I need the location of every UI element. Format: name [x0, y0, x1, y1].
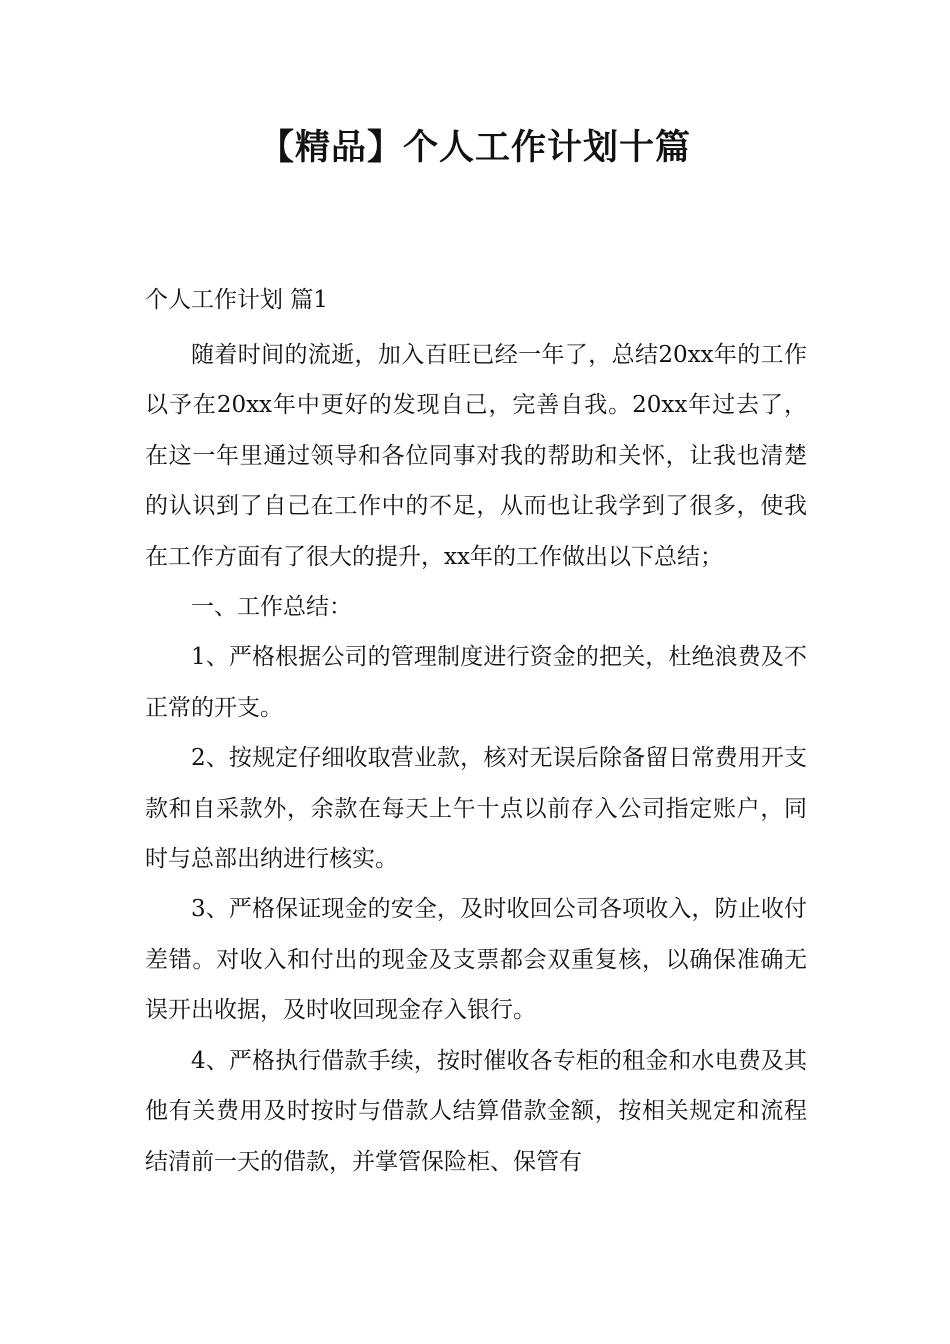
paragraph-item-3: 3、严格保证现金的安全，及时收回公司各项收入，防止收付差错。对收入和付出的现金及支票都会双重复核，以确保准确无误开出收据，及时收回现金存入银行。 — [145, 896, 807, 1024]
section-heading: 个人工作计划 篇1 — [145, 287, 328, 313]
paragraph-work-summary-heading: 一、工作总结： — [191, 594, 352, 621]
document-body — [145, 280, 807, 1187]
paragraph-item-4: 4、严格执行借款手续，按时催收各专柜的租金和水电费及其他有关费用及时按时与借款人结算借款金额，按相关规定和流程结清前一天的借款，并掌管保险柜、保管有 — [145, 1047, 807, 1175]
document-title: 【精品】个人工作计划十篇 — [258, 128, 691, 168]
paragraph-item-2: 2、按规定仔细收取营业款，核对无误后除备留日常费用开支款和自采款外，余款在每天上午十点以前存入公司指定账户，同时与总部出纳进行核实。 — [145, 745, 807, 873]
paragraph-item-1: 1、严格根据公司的管理制度进行资金的把关，杜绝浪费及不正常的开支。 — [145, 644, 807, 721]
paragraph-intro: 随着时间的流逝，加入百旺已经一年了，总结20xx年的工作以予在20xx年中更好的发现自己，完善自我。20xx年过去了，在这一年里通过领导和各位同事对我的帮助和关怀，让我也清楚的认识到了自己在工作中的不足，从而也让我学到了很多，使我在工作方面有了很大的提升，xx年的工作做出以下总结； — [145, 342, 807, 570]
